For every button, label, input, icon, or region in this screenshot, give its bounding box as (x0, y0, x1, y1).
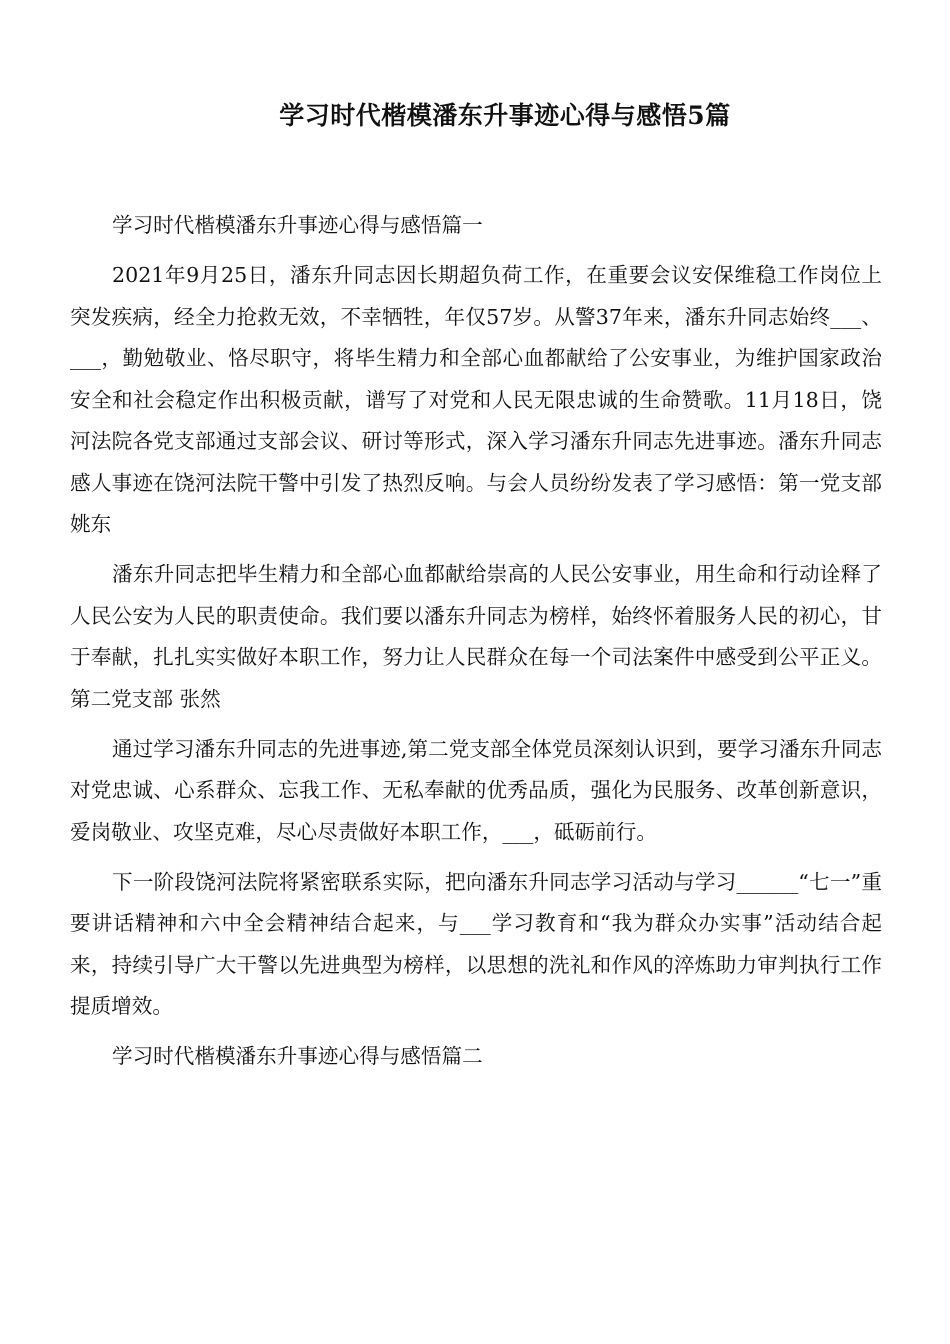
paragraph-1: 2021年9月25日，潘东升同志因长期超负荷工作，在重要会议安保维稳工作岗位上突发疾病，经全力抢救无效，不幸牺牲，年仅57岁。从警37年来，潘东升同志始终___、___，勤勉敬业、恪尽职守，将毕生精力和全部心血都献给了公安事业，为维护国家政治安全和社会稳定作出积极贡献，谱写了对党和人民无限忠诚的生命赞歌。11月18日，饶河法院各党支部通过支部会议、研讨等形式，深入学习潘东升同志先进事迹。潘东升同志感人事迹在饶河法院干警中引发了热烈反响。与会人员纷纷发表了学习感悟：第一党支部 姚东 (70, 263, 882, 536)
document-body (70, 205, 882, 1086)
document-title: 学习时代楷模潘东升事迹心得与感悟5篇 (279, 101, 731, 130)
paragraph-4: 下一阶段饶河法院将紧密联系实际，把向潘东升同志学习活动与学习______“七一”重要讲话精神和六中全会精神结合起来，与___学习教育和“我为群众办实事”活动结合起来，持续引导广大干警以先进典型为榜样，以思想的洗礼和作风的淬炼助力审判执行工作提质增效。 (70, 869, 882, 1018)
section-heading-1: 学习时代楷模潘东升事迹心得与感悟篇一 (112, 213, 483, 237)
section-heading-2: 学习时代楷模潘东升事迹心得与感悟篇二 (112, 1044, 483, 1068)
paragraph-2: 潘东升同志把毕生精力和全部心血都献给崇高的人民公安事业，用生命和行动诠释了人民公安为人民的职责使命。我们要以潘东升同志为榜样，始终怀着服务人民的初心，甘于奉献，扎扎实实做好本职工作，努力让人民群众在每一个司法案件中感受到公平正义。第二党支部 张然 (70, 562, 882, 711)
paragraph-3: 通过学习潘东升同志的先进事迹,第二党支部全体党员深刻认识到，要学习潘东升同志对党忠诚、心系群众、忘我工作、无私奉献的优秀品质，强化为民服务、改革创新意识，爱岗敬业、攻坚克难，尽心尽责做好本职工作，___，砥砺前行。 (70, 736, 882, 844)
